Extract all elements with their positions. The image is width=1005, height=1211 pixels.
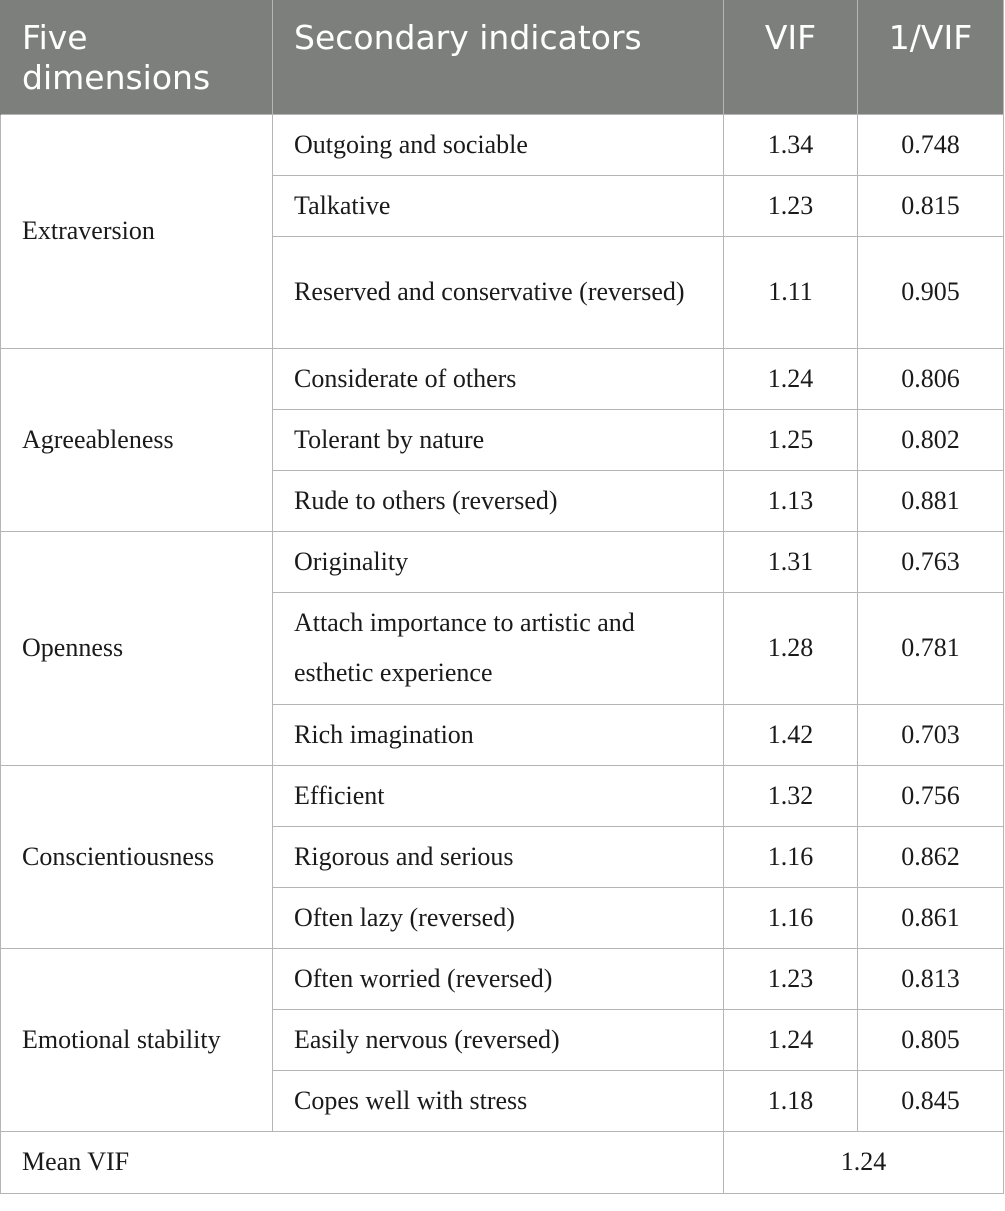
indicator-cell: Tolerant by nature	[273, 409, 724, 470]
table-row	[1, 348, 1004, 409]
table-row	[1, 765, 1004, 826]
inverse-vif-cell: 0.862	[858, 826, 1004, 887]
dimension-cell: Openness	[1, 531, 273, 765]
indicator-cell: Rich imagination	[273, 704, 724, 765]
inverse-vif-cell: 0.806	[858, 348, 1004, 409]
header-vif: VIF	[724, 0, 858, 114]
vif-cell: 1.42	[724, 704, 858, 765]
indicator-cell: Copes well with stress	[273, 1070, 724, 1131]
indicator-cell: Easily nervous (reversed)	[273, 1009, 724, 1070]
vif-cell: 1.34	[724, 114, 858, 175]
vif-cell: 1.23	[724, 175, 858, 236]
table-body	[1, 114, 1004, 1193]
inverse-vif-cell: 0.805	[858, 1009, 1004, 1070]
mean-vif-row	[1, 1131, 1004, 1193]
indicator-cell: Attach importance to artistic and esthetic experience	[273, 592, 724, 704]
inverse-vif-cell: 0.861	[858, 887, 1004, 948]
indicator-cell: Considerate of others	[273, 348, 724, 409]
header-secondary-indicators: Secondary indicators	[273, 0, 724, 114]
indicator-cell: Outgoing and sociable	[273, 114, 724, 175]
inverse-vif-cell: 0.845	[858, 1070, 1004, 1131]
vif-cell: 1.11	[724, 236, 858, 348]
mean-vif-value: 1.24	[724, 1131, 1004, 1193]
indicator-cell: Rigorous and serious	[273, 826, 724, 887]
inverse-vif-cell: 0.703	[858, 704, 1004, 765]
inverse-vif-cell: 0.756	[858, 765, 1004, 826]
vif-cell: 1.13	[724, 470, 858, 531]
header-inverse-vif: 1/VIF	[858, 0, 1004, 114]
indicator-cell: Often worried (reversed)	[273, 948, 724, 1009]
inverse-vif-cell: 0.763	[858, 531, 1004, 592]
inverse-vif-cell: 0.815	[858, 175, 1004, 236]
indicator-cell: Often lazy (reversed)	[273, 887, 724, 948]
vif-cell: 1.28	[724, 592, 858, 704]
indicator-cell: Rude to others (reversed)	[273, 470, 724, 531]
table-row	[1, 114, 1004, 175]
table-row	[1, 948, 1004, 1009]
vif-cell: 1.16	[724, 887, 858, 948]
mean-vif-label: Mean VIF	[1, 1131, 724, 1193]
dimension-cell: Emotional stability	[1, 948, 273, 1131]
vif-cell: 1.16	[724, 826, 858, 887]
vif-cell: 1.24	[724, 348, 858, 409]
header-row	[1, 0, 1004, 114]
table-header	[1, 0, 1004, 114]
indicator-cell: Efficient	[273, 765, 724, 826]
inverse-vif-cell: 0.881	[858, 470, 1004, 531]
indicator-cell: Originality	[273, 531, 724, 592]
indicator-cell: Reserved and conservative (reversed)	[273, 236, 724, 348]
header-five-dimensions	[1, 0, 273, 114]
dimension-cell: Agreeableness	[1, 348, 273, 531]
dimension-cell: Extraversion	[1, 114, 273, 348]
table-row	[1, 531, 1004, 592]
dimension-cell: Conscientiousness	[1, 765, 273, 948]
indicator-cell: Talkative	[273, 175, 724, 236]
inverse-vif-cell: 0.748	[858, 114, 1004, 175]
inverse-vif-cell: 0.813	[858, 948, 1004, 1009]
vif-cell: 1.31	[724, 531, 858, 592]
vif-cell: 1.23	[724, 948, 858, 1009]
header-five-dimensions-line1: Five	[22, 18, 88, 57]
inverse-vif-cell: 0.781	[858, 592, 1004, 704]
inverse-vif-cell: 0.802	[858, 409, 1004, 470]
inverse-vif-cell: 0.905	[858, 236, 1004, 348]
header-five-dimensions-line2: dimensions	[22, 58, 211, 97]
vif-cell: 1.25	[724, 409, 858, 470]
vif-cell: 1.24	[724, 1009, 858, 1070]
vif-cell: 1.18	[724, 1070, 858, 1131]
vif-cell: 1.32	[724, 765, 858, 826]
